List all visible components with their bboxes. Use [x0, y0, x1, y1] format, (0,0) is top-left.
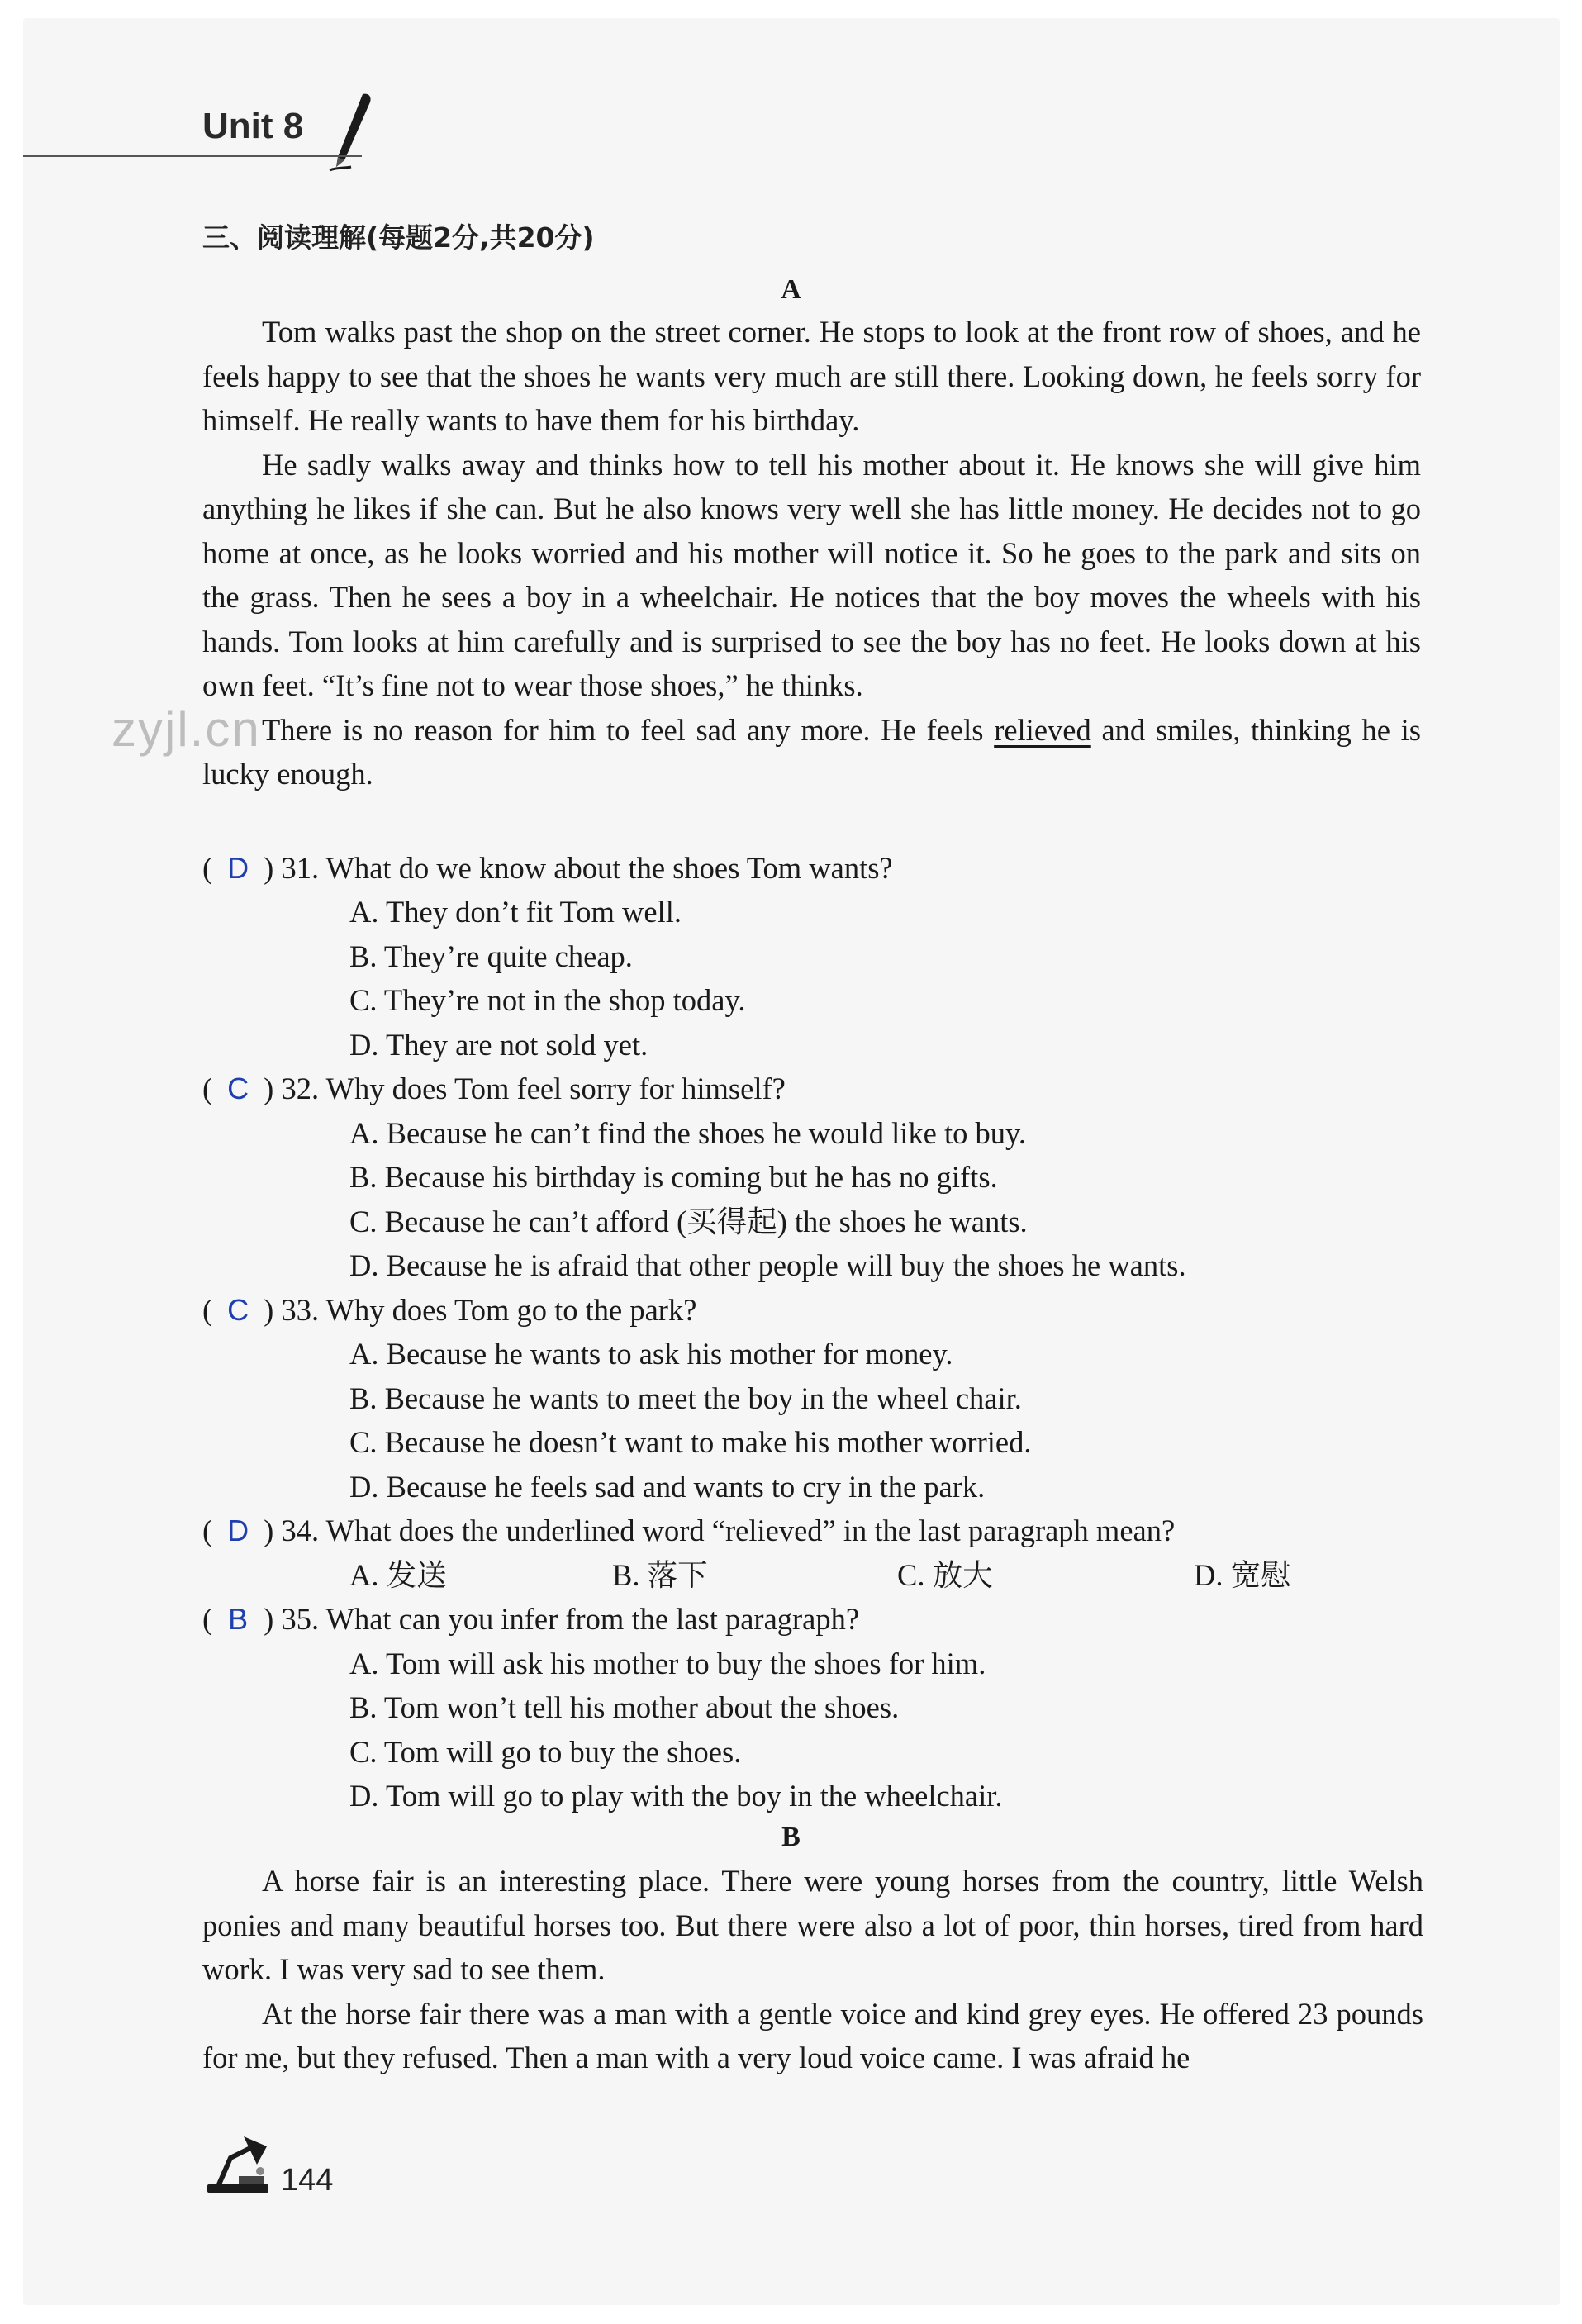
- passage-a-paragraph-2: He sadly walks away and thinks how to tell his mother about it. He knows she will give him anything he likes if she can. But he also knows very well she has little money. He decides not to go home at once, as he looks worried and his mother will notice it. So he goes to the park and sits on the grass. Then he sees a boy in a wheelchair. He notices that the boy moves the wheels with his hands. Tom looks at him carefully and is surprised to see the boy has no feet. He looks down at his own feet. “It’s fine not to wear those shoes,” he thinks.: [202, 447, 1421, 702]
- passage-b-paragraph-1: A horse fair is an interesting place. There were young horses from the country, little Welsh ponies and many beautiful horses too. But there were also a lot of poor, thin horses, tired from hard work. I was very sad to see them.: [202, 1864, 1423, 1986]
- desk-lamp-icon: [202, 2130, 277, 2196]
- page-number: 144: [281, 2163, 334, 2198]
- question-stem: 34. What does the underlined word “relieved” in the last paragraph mean?: [281, 1514, 1176, 1547]
- answer-letter: C: [227, 1072, 249, 1105]
- question-35: [202, 1597, 859, 1642]
- passage-a-paragraph-3: [202, 708, 1421, 796]
- passage-b-label: B: [781, 1822, 801, 1852]
- question-stem: 31. What do we know about the shoes Tom wants?: [281, 851, 893, 885]
- option: C. They’re not in the shop today.: [349, 983, 746, 1017]
- option: A. Because he can’t find the shoes he would like to buy.: [349, 1116, 1027, 1150]
- option: D. Tom will go to play with the boy in the wheelchair.: [349, 1779, 1003, 1813]
- option: D. Because he feels sad and wants to cry in the park.: [349, 1470, 986, 1504]
- option: A. Because he wants to ask his mother for money.: [349, 1337, 953, 1371]
- option: B. Tom won’t tell his mother about the shoes.: [349, 1690, 900, 1724]
- option: B. 落下: [612, 1558, 708, 1592]
- option: B. They’re quite cheap.: [349, 939, 633, 973]
- passage-b-paragraph-2: At the horse fair there was a man with a gentle voice and kind grey eyes. He offered 23 pounds for me, but they refused. Then a man with a very loud voice came. I was afraid he: [202, 1996, 1423, 2074]
- option: D. Because he is afraid that other people will buy the shoes he wants.: [349, 1248, 1186, 1282]
- option: B. Because he wants to meet the boy in the wheel chair.: [349, 1381, 1022, 1415]
- option: A. 发送: [349, 1558, 447, 1592]
- passage-a-paragraph-1: Tom walks past the shop on the street corner. He stops to look at the front row of shoes, and he feels happy to see that the shoes he wants very much are still there. Looking down, he feels sorry for himself. He really wants to have them for his birthday.: [202, 315, 1421, 437]
- passage-b: [202, 1859, 1423, 2080]
- answer-paren: ( B ): [202, 1597, 273, 1642]
- answer-paren: ( D ): [202, 846, 273, 891]
- passage-a: [202, 310, 1421, 796]
- header-rule: [23, 155, 362, 157]
- question-34: [202, 1509, 1175, 1553]
- paragraph-text: and smiles, thinking he is lucky enough.: [202, 712, 1422, 791]
- question-31: [202, 846, 893, 891]
- option: B. Because his birthday is coming but he has no gifts.: [349, 1160, 998, 1194]
- answer-paren: ( D ): [202, 1509, 273, 1553]
- paragraph-text: There is no reason for him to feel sad any more. He feels: [262, 712, 995, 747]
- answer-letter: B: [228, 1602, 249, 1636]
- question-32: [202, 1067, 786, 1111]
- option: D. 宽慰: [1194, 1558, 1291, 1592]
- question-stem: 35. What can you infer from the last paragraph?: [281, 1602, 860, 1636]
- option: A. They don’t fit Tom well.: [349, 895, 682, 929]
- answer-letter: D: [227, 1514, 249, 1547]
- answer-letter: C: [227, 1293, 249, 1327]
- option: A. Tom will ask his mother to buy the shoes for him.: [349, 1647, 986, 1680]
- answer-paren: ( C ): [202, 1067, 273, 1111]
- option: C. Because he doesn’t want to make his mother worried.: [349, 1425, 1032, 1459]
- section-heading: 三、阅读理解(每题2分,共20分): [202, 221, 595, 254]
- option: C. Because he can’t afford (买得起) the shoes he wants.: [349, 1205, 1028, 1238]
- option: D. They are not sold yet.: [349, 1028, 648, 1062]
- unit-title: Unit 8: [202, 106, 304, 146]
- pen-icon: [326, 91, 376, 173]
- question-33: [202, 1288, 696, 1333]
- answer-paren: ( C ): [202, 1288, 273, 1333]
- underlined-word: relieved: [994, 712, 1091, 747]
- question-stem: 33. Why does Tom go to the park?: [281, 1293, 697, 1327]
- passage-a-label: A: [781, 274, 801, 305]
- watermark: zyjl.cn: [112, 701, 261, 757]
- answer-letter: D: [227, 851, 249, 885]
- question-stem: 32. Why does Tom feel sorry for himself?: [281, 1072, 786, 1105]
- option: C. Tom will go to buy the shoes.: [349, 1735, 742, 1769]
- option: C. 放大: [897, 1558, 993, 1592]
